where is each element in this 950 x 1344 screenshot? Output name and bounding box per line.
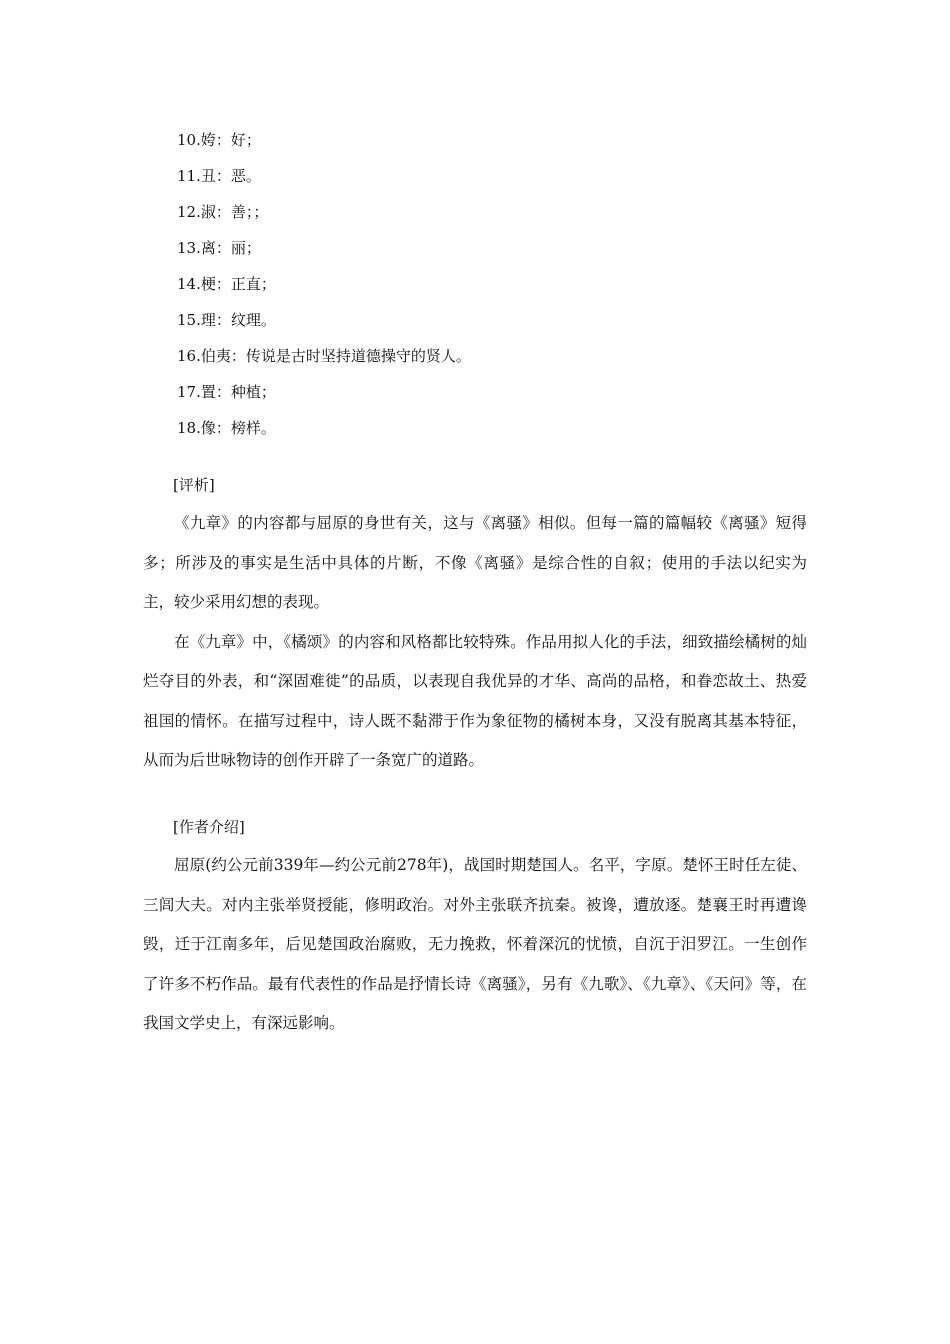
- annotation-item: 13.离：丽；: [177, 239, 261, 257]
- annotation-item: 17.置：种植；: [177, 383, 276, 401]
- analysis-paragraph: 《九章》的内容都与屈原的身世有关，这与《离骚》相似。但每一篇的篇幅较《离骚》短得多；所涉及的事实是生活中具体的片断，不像《离骚》是综合性的自叙；使用的手法以纪实为主，较少采用幻想的表现。: [143, 514, 807, 611]
- author-section: [143, 808, 807, 1044]
- analysis-section: [143, 466, 807, 781]
- author-paragraph: 屈原(约公元前339年—约公元前278年)，战国时期楚国人。名平，字原。楚怀王时任左徒、三闾大夫。对内主张举贤授能，修明政治。对外主张联齐抗秦。被谗，遭放逐。楚襄王时再遭谗毁，迁于江南多年，后见楚国政治腐败，无力挽救，怀着深沉的忧愤，自沉于汨罗江。一生创作了许多不朽作品。最有代表性的作品是抒情长诗《离骚》，另有《九歌》、《九章》、《天问》等，在我国文学史上，有深远影响。: [143, 856, 807, 1032]
- annotation-item: 15.理：纹理。: [177, 311, 276, 329]
- analysis-paragraph: 在《九章》中，《橘颂》的内容和风格都比较特殊。作品用拟人化的手法，细致描绘橘树的灿烂夺目的外表，和“深固难徙”的品质，以表现自我优异的才华、高尚的品格，和眷恋故土、热爱祖国的情怀。在描写过程中，诗人既不黏滞于作为象征物的橘树本身，又没有脱离其基本特征，从而为后世咏物诗的创作开辟了一条宽广的道路。: [143, 632, 807, 769]
- annotation-item: 16.伯夷：传说是古时坚持道德操守的贤人。: [177, 347, 471, 365]
- annotation-item: 14.梗：正直；: [177, 275, 276, 293]
- annotation-item: 12.淑：善；；: [177, 203, 269, 221]
- analysis-heading: [评析]: [173, 476, 215, 494]
- annotation-item: 18.像：榜样。: [177, 419, 276, 437]
- annotation-item: 11.丑：恶。: [177, 167, 261, 185]
- annotation-item: 10.姱：好；: [177, 131, 261, 149]
- author-heading: [作者介绍]: [173, 818, 245, 836]
- annotation-list: [143, 122, 807, 446]
